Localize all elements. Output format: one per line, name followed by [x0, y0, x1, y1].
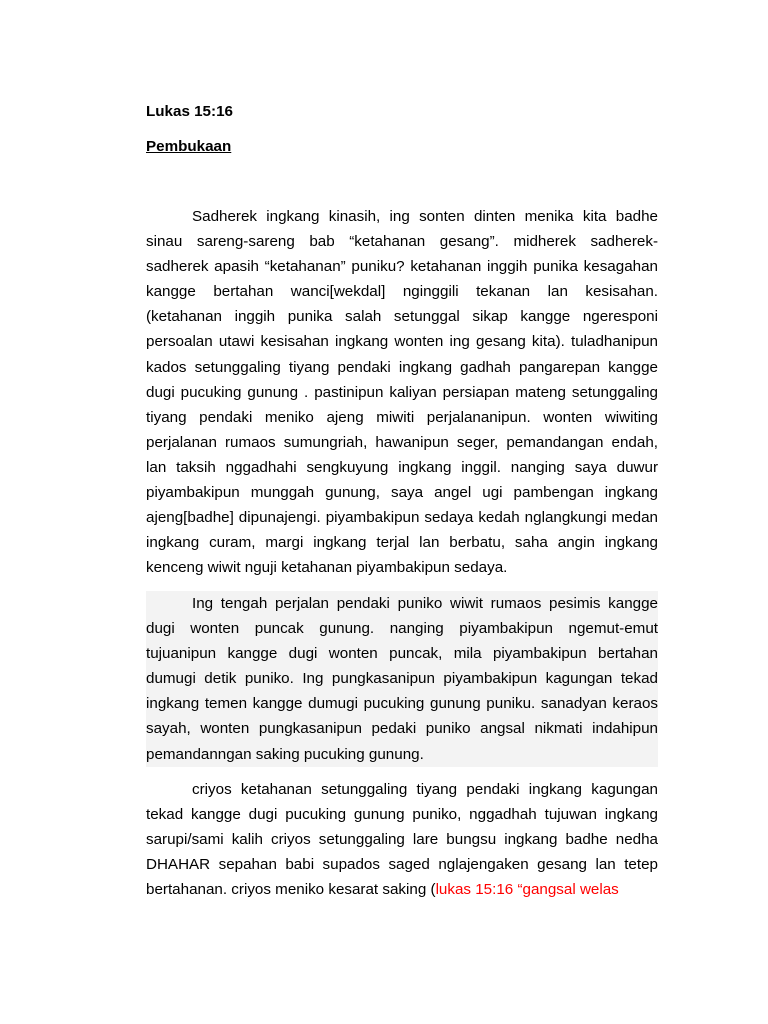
paragraph-1	[146, 204, 658, 580]
paragraph-2-text: Ing tengah perjalan pendaki puniko wiwit rumaos pesimis kangge dugi wonten puncak gunung. nanging piyambakipun ngemut-emut tujuanipun kangge dugi wonten puncak, mila piyambakipun bertahan dumugi detik puniko. Ing pungkasanipun piyambakipun kagungan tekad ingkang temen kangge dumugi pucuking gunung puniku. sanadyan keraos sayah, wonten pungkasanipun pedaki puniko angsal nikmati indahipun pemandanngan saking pucuking gunung.	[146, 595, 658, 763]
paragraph-2	[146, 591, 658, 767]
paragraph-1-text: Sadherek ingkang kinasih, ing sonten dinten menika kita badhe sinau sareng-sareng bab “ketahanan gesang”. midherek sadherek-sadherek apasih “ketahanan” puniku? ketahanan inggih punika kesagahan kangge bertahan wanci[wekdal] nginggili tekanan lan kesisahan. (ketahanan inggih punika salah setunggal sikap kangge ngeresponi persoalan utawi kesisahan ingkang wonten ing gesang kita). tuladhanipun kados setunggaling tiyang pendaki ingkang gadhah pangarepan kangge dugi pucuking gunung . pastinipun kaliyan persiapan mateng setunggaling tiyang pendaki meniko ajeng miwiti perjalananipun. wonten wiwiting perjalanan rumaos sumungriah, hawanipun seger, pemandangan endah, lan taksih nggadhahi sengkuyung ingkang inggil. nanging saya duwur piyambakipun munggah gunung, saya angel ugi pambengan ingkang ajeng[badhe] dipunajengi. piyambakipun sedaya kedah nglangkungi medan ingkang curam, margi ingkang terjal lan berbatu, saha angin ingkang kenceng wiwit nguji ketahanan piyambakipun sedaya.	[146, 208, 658, 577]
document-subtitle: Pembukaan	[146, 138, 232, 155]
document-title: Lukas 15:16	[146, 103, 233, 120]
paragraph-3-text: criyos ketahanan setunggaling tiyang pendaki ingkang kagungan tekad kangge dugi pucuking gunung puniko, nggadhah tujuwan ingkang sarupi/sami kalih criyos setunggaling lare bungsu ingkang badhe nedha DHAHAR sepahan babi supados saged nglajengaken gesang lan tetep bertahanan. criyos meniko kesarat saking (	[146, 781, 658, 899]
scripture-reference: lukas 15:16 “gangsal welas	[435, 881, 619, 899]
paragraph-3	[146, 777, 658, 902]
